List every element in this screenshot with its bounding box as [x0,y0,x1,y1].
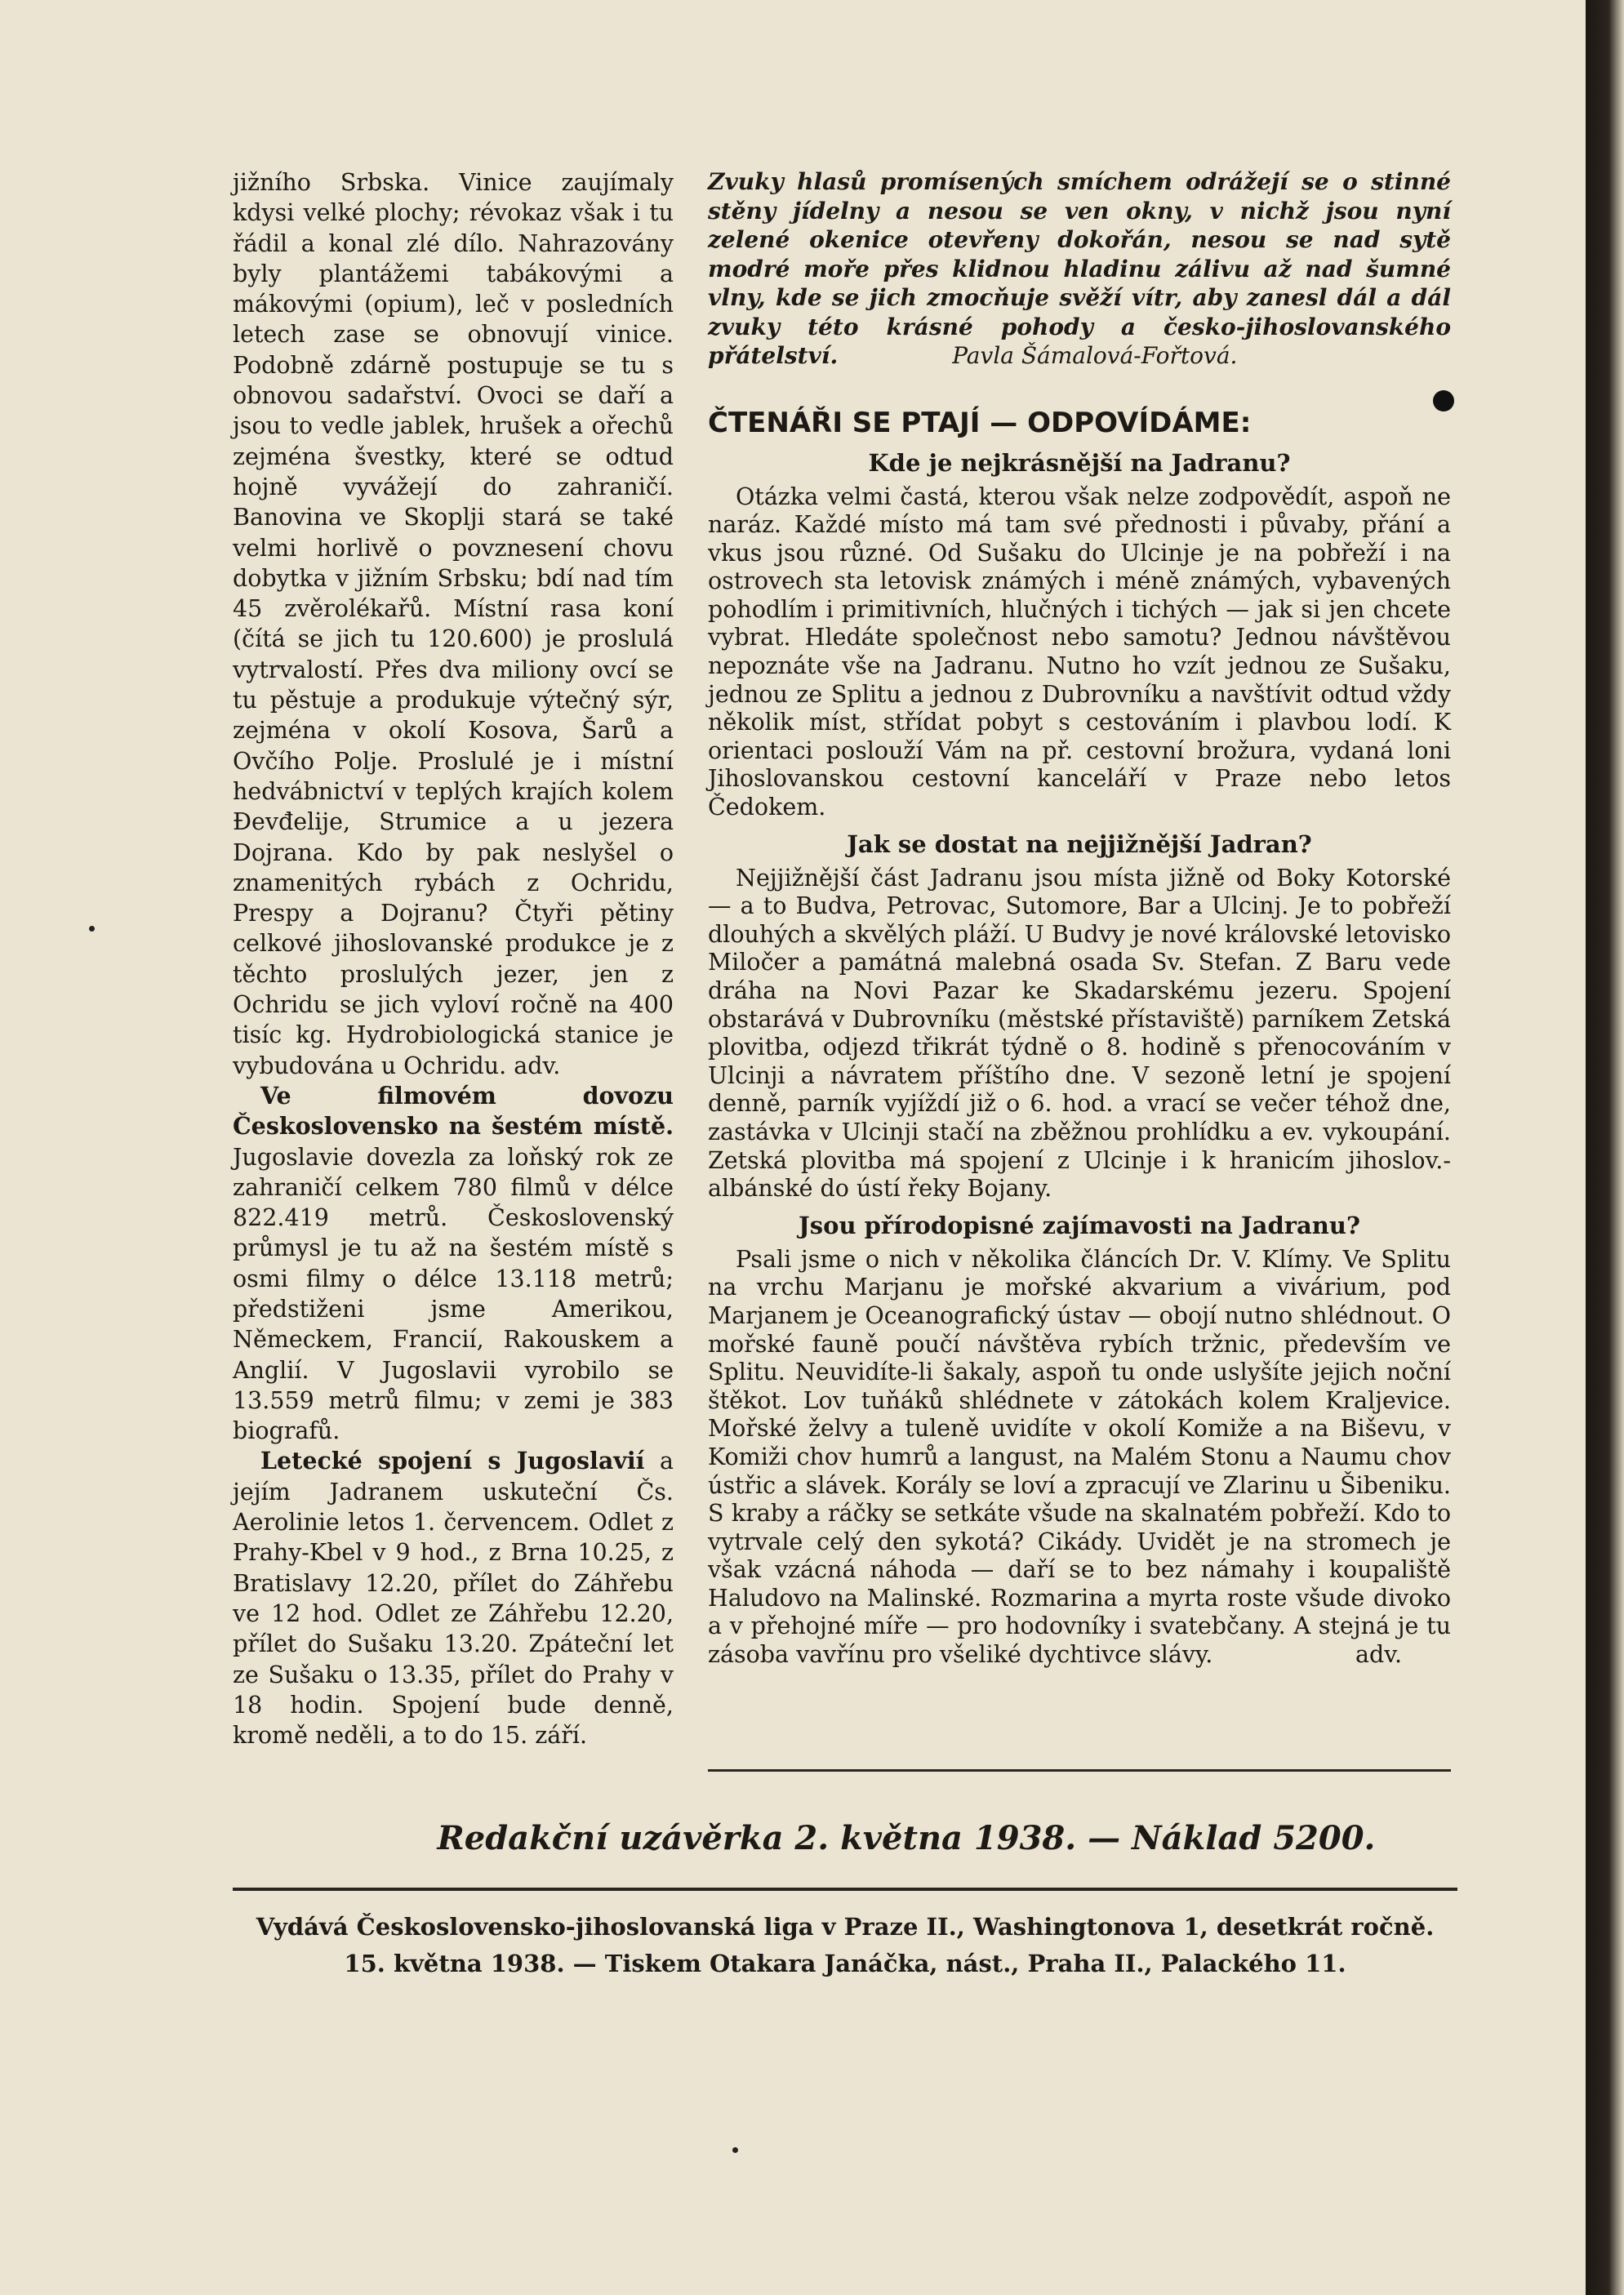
bullet-dot-icon [1433,390,1454,411]
answer-text: Psali jsme o nich v několika článcích Dr. V. Klímy. Ve Splitu na vrchu Marjanu je mořské akvarium a vivárium, pod Marjanem je Oceanografický ústav — obojí nutno shlédnout. O mořské fauně poučí návštěva rybích tržnic, především ve Splitu. Neuvidíte-li šakaly, aspoň tu onde uslyšíte jejich noční štěkot. Lov tuňáků shlédnete v zátokách kolem Kraljevice. Mořské želvy a tuleně uvidíte v okolí Komiže a na Biševu, v Komiži chov humrů a langust, na Malém Stonu a Naumu chov ústřic a slávek. Korály se loví a zpracují ve Zlarinu u Šibeniku. S kraby a ráčky se setkáte všude na skalnatém pobřeží. Kdo to vytrvale celý den sykotá? Cikády. Uvidět je na stromech je však vzácná náhoda — daří se to bez námahy i koupaliště Haludovo na Malinské. Rozmarina a myrta roste všude divoko a v přehojné míře — pro hodovníky i svatebčany. A stejná je tu zásoba vavřínu pro všeliké dychtivce slávy. [708,1245,1451,1669]
film-import-lead: Ve filmovém dovozu Československo na šestém místě. [233,1081,674,1141]
edition-note: Redakční uzávěrka 2. května 1938. — Náklad 5200. [437,1819,1376,1857]
air-connection-paragraph [233,1446,674,1750]
column-divider-rule [708,1769,1451,1772]
question-heading: Kde je nejkrásnější na Jadranu? [868,448,1291,477]
quote-signature: Pavla Šámalová-Fořtová. [952,342,1238,369]
print-speck [89,926,95,932]
film-import-paragraph [233,1081,674,1447]
answer-paragraph [708,1246,1451,1670]
answer-paragraph: Otázka velmi častá, kterou však nelze zodpovědít, aspoň ne naráz. Každé místo má tam své přednosti i půvaby, přání a vkus jsou různé. Od Sušaku do Ulcinje je na pobřeží i na ostrovech sta letovisk známých i méně známých, vybavených pohodlím i primitivních, hlučných i tichých — jak si jen chcete vybrat. Hledáte společnost nebo samotu? Jednou návštěvou nepoznáte vše na Jadranu. Nutno ho vzít jednou ze Sušaku, jednou ze Splitu a jednou z Dubrovníku a navštívit odtud vždy několik míst, střídat pobyt s cestováním i plavbou lodí. K orientaci poslouží Vám na př. cestovní brožura, vydaná loni Jihoslovanskou cestovní kanceláří v Praze nebo letos Čedokem. [708,483,1451,821]
imprint-line-2: 15. května 1938. — Tiskem Otakara Janáčka, nást., Praha II., Palackého 11. [344,1950,1346,1977]
imprint [233,1909,1457,1982]
print-speck [732,2147,738,2153]
left-column [233,167,674,1750]
right-column [708,167,1451,1670]
readers-ask-title-text: ČTENÁŘI SE PTAJÍ — ODPOVÍDÁME: [708,406,1252,439]
answer-paragraph: Nejjižnější část Jadranu jsou místa jižně od Boky Kotorské — a to Budva, Petrovac, Sutomore, Bar a Ulcinj. Je to pobřeží dlouhých a skvělých pláží. U Budvy je nové královské letovisko Miločer a památná malebná osada Sv. Stefan. Z Baru vede dráha na Novi Pazar ke Skadarskému jezeru. Spojení obstarává v Dubrovníku (městské přístaviště) parníkem Zetská plovitba, odjezd třikrát týdně o 8. hodině s přenocováním v Ulcinji a návratem příštího dne. V sezoně letní je spojení denně, parník vyjíždí již o 6. hod. a vrací se večer téhož dne, zastávka v Ulcinji stačí na zběžnou prohlídku a ev. vykoupání. Zetská plovitba má spojení z Ulcinje i k hranicím jihoslov.-albánské do ústí řeky Bojany. [708,864,1451,1203]
answer-signature: adv. [1355,1641,1402,1669]
air-connection-lead: Letecké spojení s Jugoslavií [260,1447,645,1475]
readers-ask-title [708,405,1451,441]
footer-divider-rule [233,1888,1457,1891]
film-import-body: Jugoslavie dovezla za loňský rok ze zahraničí celkem 780 filmů v délce 822.419 metrů. Československý průmysl je tu až na šestém místě s osmi filmy o délce 13.118 metrů; předstiženi jsme Amerikou, Německem, Francií, Rakouskem a Anglií. V Jugoslavii vyrobilo se 13.559 metrů filmu; v zemi je 383 biografů. [233,1143,674,1445]
air-connection-body: a jejím Jadranem uskuteční Čs. Aerolinie letos 1. červencem. Odlet z Prahy-Kbel v 9 hod., z Brna 10.25, z Bratislavy 12.20, přílet do Záhřebu ve 12 hod. Odlet ze Záhřebu 12.20, přílet do Sušaku 13.20. Zpáteční let ze Sušaku o 13.35, přílet do Prahy v 18 hodin. Spojení bude denně, kromě neděli, a to do 15. září. [233,1448,674,1750]
quote-text: Zvuky hlasů promísených smíchem odrážejí se o stinné stěny jídelny a nesou se ven okny, v nichž jsou nyní zelené okenice otevřeny dokořán, nesou se nad sytě modré moře přes klidnou hladinu zálivu až nad šumné vlny, kde se jich zmocňuje svěží vítr, aby zanesl dál a dál zvuky této krásné pohody a česko-jihoslovanského přátelství. [708,168,1451,369]
imprint-line-1: Vydává Československo-jihoslovanská liga v Praze II., Washingtonova 1, desetkrát ročně. [256,1913,1435,1941]
question-heading: Jsou přírodopisné zajímavosti na Jadranu? [799,1211,1360,1239]
quote-paragraph [708,167,1451,371]
serbia-paragraph: jižního Srbska. Vinice zaujímaly kdysi velké plochy; révokaz však i tu řádil a konal zlé dílo. Nahrazovány byly plantážemi tabákovými a mákovými (opium), leč v posledních letech zase se obnovují vinice. Podobně zdárně postupuje se tu s obnovou sadařství. Ovoci se daří a jsou to vedle jablek, hrušek a ořechů zejména švestky, které se odtud hojně vyvážejí do zahraničí. Banovina ve Skoplji stará se také velmi horlivě o povznesení chovu dobytka v jižním Srbsku; bdí nad tím 45 zvěrolékařů. Místní rasa koní (čítá se jich tu 120.600) je proslulá vytrvalostí. Přes dva miliony ovcí se tu pěstuje a produkuje výtečný sýr, zejména v okolí Kosova, Šarů a Ovčího Polje. Proslulé je i místní hedvábnictví v teplých krajích kolem Đevđelije, Strumice a u jezera Dojrana. Kdo by pak neslyšel o znamenitých rybách z Ochridu, Prespy a Dojranu? Čtyři pětiny celkové jihoslovanské produkce je z těchto proslulých jezer, jen z Ochridu se jich vyloví ročně na 400 tisíc kg. Hydrobiologická stanice je vybudována u Ochridu. adv. [233,169,674,1079]
question-heading: Jak se dostat na nejjižnější Jadran? [847,829,1312,858]
page-edge-shadow [1586,0,1624,2295]
